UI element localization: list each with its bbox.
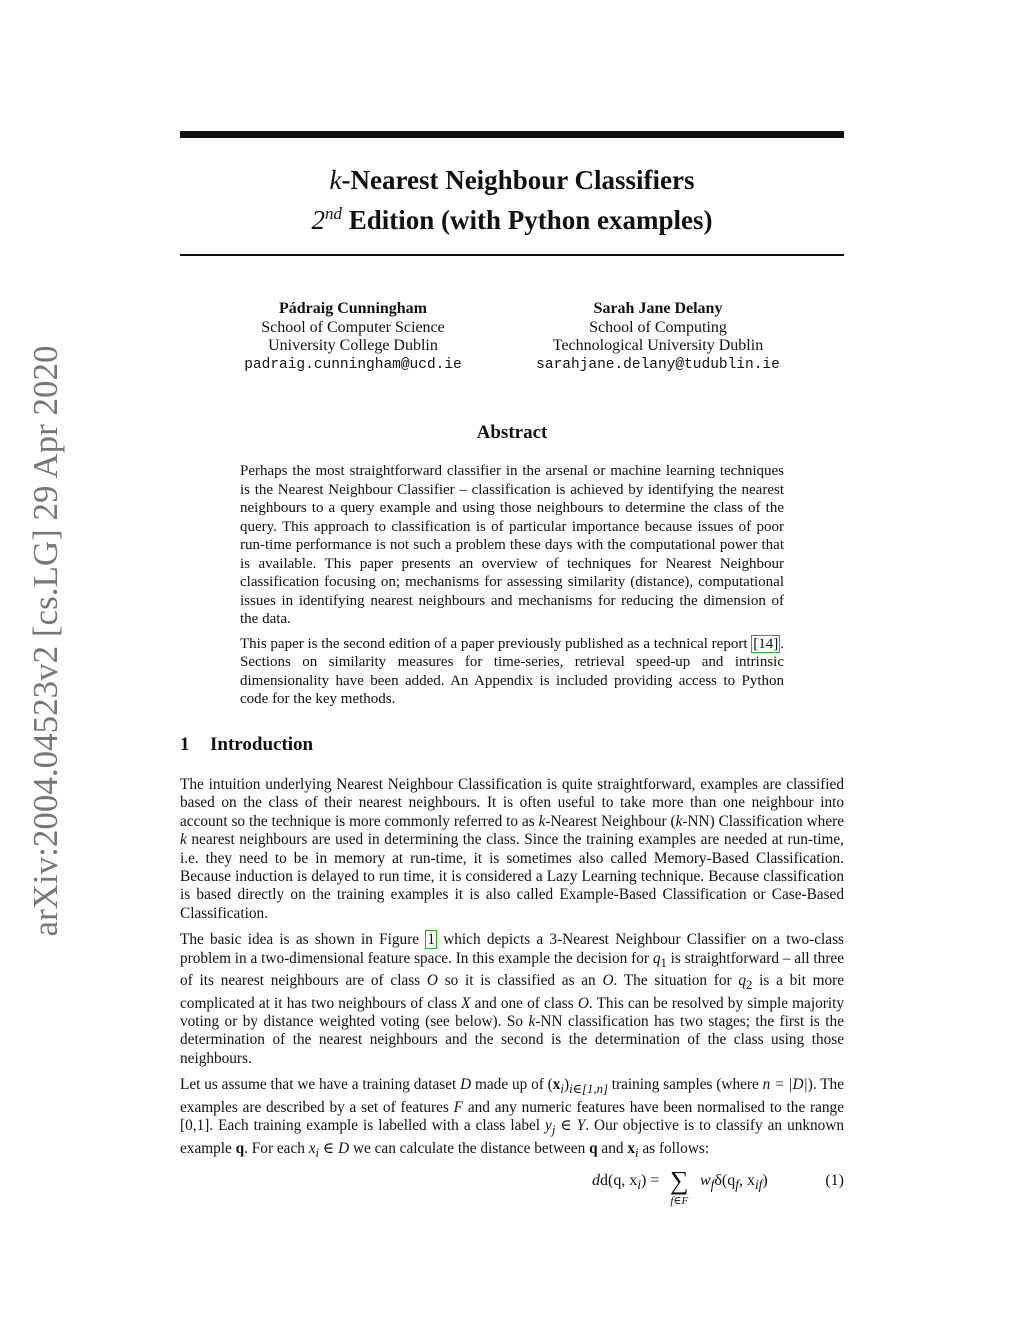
math-dataset-d: D <box>460 1076 472 1094</box>
intro-paragraph-1 <box>180 776 844 923</box>
math-label-y: y <box>545 1117 552 1135</box>
math-features-f: F <box>453 1098 464 1116</box>
abstract-paragraph-1: Perhaps the most straightforward classifier in the arsenal or machine learning techniques is the Nearest Neighbour Classifier – classification is achieved by identifying the nearest neighbours to a query example and using those neighbours to determine the class of the query. This approach to classification is of particular importance because issues of poor run-time performance is not such a problem these days with the computational power that is available. This paper presents an overview of techniques for Nearest Neighbour classification focusing on; mechanisms for assessing similarity (distance), computational issues in identifying nearest neighbours and mechanisms for reducing the dimension of the data. <box>240 463 784 627</box>
math-subscript: j <box>551 1123 556 1138</box>
p3-text: made up of ( <box>471 1076 553 1094</box>
abstract-body <box>240 462 784 715</box>
intro-paragraph-2 <box>180 931 844 1068</box>
title-top-rule <box>180 131 844 138</box>
eq-delta: δ(q <box>714 1172 736 1189</box>
math-vector-q: q <box>235 1139 245 1157</box>
section-number: 1 <box>180 734 190 755</box>
math-class-o: O <box>577 994 589 1012</box>
math-n-equals: n = |D| <box>762 1076 808 1094</box>
p3-text: ∈ <box>319 1139 339 1157</box>
p1-text: The intuition underlying Nearest Neighbour Classification is quite straightforward, examples are classified based on the class of their nearest neighbours. It is often useful to take more than one neighbour into account so the technique is more commonly referred to as <box>180 776 844 830</box>
p2-text: The basic idea is as shown in Figure <box>180 931 426 949</box>
p2-text: is straightforward – all three of its nearest neighbours are of class <box>180 949 844 990</box>
sigma-symbol: ∑ <box>670 1166 689 1195</box>
math-vector-q: q <box>589 1139 598 1157</box>
p3-text: and any numeric features have been normalised to the range [0,1]. Each training example is labelled with a class label <box>180 1098 844 1135</box>
eq-subscript: f <box>710 1177 715 1193</box>
section-title: Introduction <box>210 734 314 755</box>
math-subscript: i <box>635 1145 639 1160</box>
paper-title-line-2 <box>180 197 844 237</box>
abstract-paragraph-2 <box>240 635 784 709</box>
abstract-p2-text-b: . Sections on similarity measures for time-series, retrieval speed-up and intrinsic dimensionality have been added. An Appendix is included providing access to Python code for the key methods. <box>240 635 784 707</box>
title-edition-number: 2 <box>311 205 325 235</box>
title-bottom-rule <box>180 254 844 256</box>
math-subscript: i <box>315 1145 320 1160</box>
math-k: k <box>180 831 187 849</box>
math-q: q <box>738 972 747 990</box>
eq-lhs-text: d(q, x <box>600 1172 638 1189</box>
p1-text: nearest neighbours are used in determining the class. Since the training examples are needed at run-time, i.e. they need to be in memory at run-time, it is sometimes also called Memory-Based Classification. Because induction is delayed to run time, it is considered a Lazy Learning technique. Because classification is based directly on the training examples it is also called Example-Based Classification or Case-Based Classification. <box>180 831 844 922</box>
title-edition-superscript: nd <box>324 204 342 223</box>
p3-text: . For each <box>244 1139 309 1157</box>
section-heading-introduction <box>180 734 313 756</box>
introduction-body <box>180 776 844 1170</box>
equation-1 <box>180 1168 844 1214</box>
p2-text: is a bit more complicated at it has two neighbours of class <box>180 972 844 1012</box>
p3-text: ) <box>563 1076 570 1094</box>
equation-lhs: dd(q, $x_i$) = <box>592 1172 660 1193</box>
eq-weight: w <box>700 1172 711 1189</box>
math-q: q <box>652 949 661 967</box>
math-subscript: 1 <box>660 955 667 970</box>
citation-link[interactable]: [14] <box>753 635 779 652</box>
title-line-2-text: Edition (with Python examples) <box>341 205 713 235</box>
math-class-x: X <box>461 994 471 1012</box>
math-class-o: O <box>602 972 614 990</box>
eq-end: ) <box>762 1172 768 1189</box>
equation-rhs <box>700 1172 768 1193</box>
eq-lhs-end: ) = <box>641 1172 660 1189</box>
title-line-1-text: -Nearest Neighbour Classifiers <box>341 165 695 195</box>
abstract-p2-text-a: This paper is the second edition of a paper previously published as a technical report <box>240 635 752 652</box>
eq-subscript: if <box>754 1177 763 1193</box>
p1-text: -NN) Classification where <box>682 812 844 830</box>
p3-text: . Our objective is to classify an unknown example <box>180 1117 845 1157</box>
p3-text: Let us assume that we have a training dataset <box>180 1076 461 1094</box>
eq-subscript: i <box>637 1177 642 1193</box>
title-k-variable: k <box>329 165 342 195</box>
author-institution: Technological University Dublin <box>552 337 764 354</box>
equation-number: (1) <box>825 1172 844 1189</box>
equation-summation <box>670 1168 689 1207</box>
eq-subscript: f <box>735 1177 739 1193</box>
author-name: Sarah Jane Delany <box>593 300 723 317</box>
math-class-o: O <box>426 972 438 990</box>
p2-text: so it is classified as an <box>437 972 603 990</box>
p3-text: training samples (where <box>607 1076 763 1094</box>
eq-text: , x <box>738 1172 755 1189</box>
summation-index: f∈F <box>670 1195 689 1207</box>
paper-title-line-1 <box>180 163 844 197</box>
arxiv-identifier: arXiv:2004.04523v2 [cs.LG] 29 Apr 2020 <box>26 345 65 937</box>
author-institution: University College Dublin <box>268 337 438 354</box>
math-subscript: 2 <box>746 978 753 993</box>
author-block-2 <box>508 300 808 374</box>
abstract-heading: Abstract <box>476 422 548 443</box>
p2-text: . This can be resolved by simple majority voting or by distance weighted voting (see below). So <box>180 994 844 1030</box>
math-vector-x: x <box>552 1076 561 1094</box>
p3-text: ∈ <box>555 1117 577 1135</box>
intro-paragraph-3 <box>180 1076 844 1162</box>
author-email[interactable]: sarahjane.delany@tudublin.ie <box>536 356 780 373</box>
p3-text: ). The examples are described by a set of features <box>180 1076 844 1116</box>
math-x: x <box>308 1139 316 1157</box>
p3-text: we can calculate the distance between <box>349 1139 590 1157</box>
math-vector-x: x <box>627 1139 635 1157</box>
p2-text: which depicts a 3-Nearest Neighbour Classifier on a two-class problem in a two-dimensional feature space. In this example the decision for <box>180 931 844 967</box>
figure-reference-link[interactable]: 1 <box>427 931 435 949</box>
p2-text: and one of class <box>470 994 578 1012</box>
p3-text: as follows: <box>638 1139 710 1157</box>
author-department: School of Computer Science <box>261 318 445 336</box>
p3-text: and <box>597 1139 628 1157</box>
math-subscript-range: i∈[1,n] <box>569 1082 608 1097</box>
author-email[interactable]: padraig.cunningham@ucd.ie <box>244 356 462 373</box>
author-department: School of Computing <box>589 318 727 336</box>
math-k: k <box>675 812 683 830</box>
author-name: Pádraig Cunningham <box>278 300 428 317</box>
author-block-1 <box>203 300 503 374</box>
p2-text: . The situation for <box>613 972 739 990</box>
math-k: k <box>528 1012 536 1030</box>
p2-text: -NN classification has two stages; the first is the determination of the nearest neighbours and the second is the determination of the class using those neighbours. <box>180 1012 844 1067</box>
math-k: k <box>538 812 546 830</box>
math-subscript: i <box>560 1082 564 1097</box>
p1-text: -Nearest Neighbour ( <box>545 812 676 830</box>
math-dataset-d: D <box>338 1139 350 1157</box>
math-label-set-y: Y <box>576 1117 586 1135</box>
